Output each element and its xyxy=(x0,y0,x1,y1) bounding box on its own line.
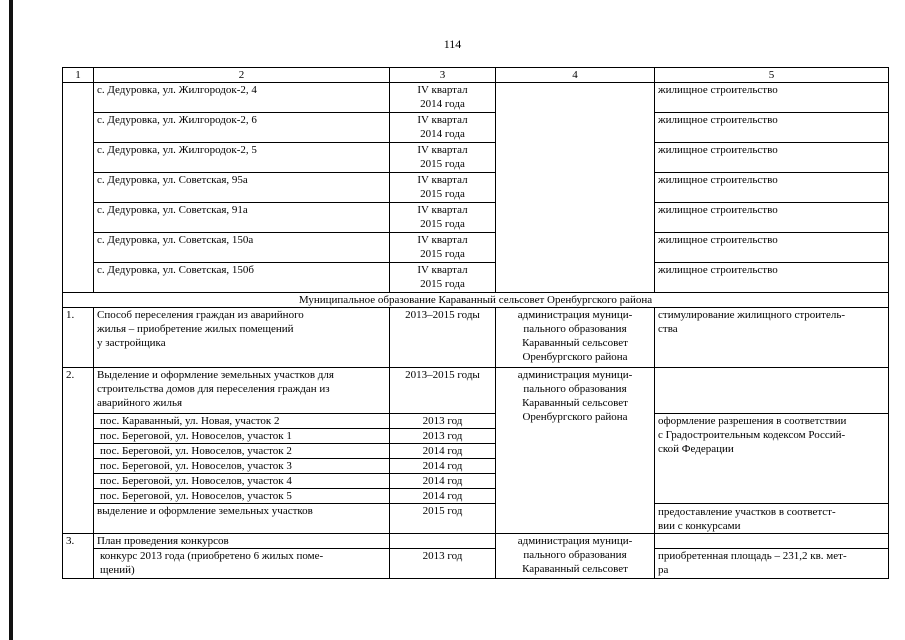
year-cell: 2014 год xyxy=(390,489,496,504)
cell-line: оформление разрешения в соответствии xyxy=(658,415,847,427)
period-cell: 2013–2015 годы xyxy=(390,308,496,368)
table-row xyxy=(63,504,889,534)
address-cell: с. Дедуровка, ул. Советская, 150б xyxy=(94,263,390,293)
result-cell xyxy=(655,549,889,579)
table-body xyxy=(63,68,889,579)
plot-cell: пос. Береговой, ул. Новоселов, участок 3 xyxy=(94,459,390,474)
plot-cell: пос. Береговой, ул. Новоселов, участок 2 xyxy=(94,444,390,459)
table-row xyxy=(63,203,889,233)
cell-line: 2015 года xyxy=(420,188,465,200)
plot-cell: пос. Береговой, ул. Новоселов, участок 1 xyxy=(94,429,390,444)
cell-line: 2014 года xyxy=(420,128,465,140)
activity-cell: жилищное строительство xyxy=(655,233,889,263)
period-cell xyxy=(390,263,496,293)
cell-line: предоставление участков в соответст- xyxy=(658,506,836,518)
table-row xyxy=(63,113,889,143)
year-cell: 2014 год xyxy=(390,459,496,474)
cell-line: IV квартал xyxy=(417,174,468,186)
cell-line: конкурс 2013 года (приобретено 6 жилых поме- xyxy=(100,550,324,562)
cell-line: Способ переселения граждан из аварийного xyxy=(97,309,304,321)
result-cell xyxy=(655,504,889,534)
item-number: 2. xyxy=(63,368,94,534)
activity-cell: жилищное строительство xyxy=(655,113,889,143)
program-table xyxy=(62,67,889,579)
item-name: План проведения конкурсов xyxy=(94,534,390,549)
cell-line: ской Федерации xyxy=(658,443,734,455)
cell-line: 2015 года xyxy=(420,218,465,230)
cell-line: Караванный сельсовет xyxy=(522,563,628,575)
cell-line: Караванный сельсовет xyxy=(522,397,628,409)
responsible-cell xyxy=(496,368,655,534)
responsible-cell xyxy=(496,534,655,579)
table-row xyxy=(63,534,889,549)
cell-line: пального образования xyxy=(523,549,627,561)
table-row xyxy=(63,368,889,414)
cell-line: IV квартал xyxy=(417,234,468,246)
year-cell: 2013 год xyxy=(390,429,496,444)
table-row xyxy=(63,233,889,263)
page-number: 114 xyxy=(443,37,462,51)
table-row xyxy=(63,173,889,203)
section-title: Муниципальное образование Караванный сельсовет Оренбургского района xyxy=(63,293,889,308)
cell-line: с Градостроительным кодексом Россий- xyxy=(658,429,846,441)
cell-line: стимулирование жилищного строитель- xyxy=(658,309,846,321)
section-title-row xyxy=(63,293,889,308)
column-number-header: 4 xyxy=(496,68,655,83)
year-cell: 2014 год xyxy=(390,444,496,459)
column-number-header: 3 xyxy=(390,68,496,83)
period-cell: 2013–2015 годы xyxy=(390,368,496,414)
item-name xyxy=(94,308,390,368)
plot-cell: пос. Береговой, ул. Новоселов, участок 4 xyxy=(94,474,390,489)
cell-line: IV квартал xyxy=(417,144,468,156)
activity-cell: жилищное строительство xyxy=(655,173,889,203)
address-cell: с. Дедуровка, ул. Советская, 91а xyxy=(94,203,390,233)
year-cell: 2013 год xyxy=(390,414,496,429)
cell-line: ра xyxy=(658,564,669,576)
cell-line: Выделение и оформление земельных участков для xyxy=(97,369,334,381)
activity-cell: жилищное строительство xyxy=(655,263,889,293)
activity-cell: жилищное строительство xyxy=(655,83,889,113)
address-cell: с. Дедуровка, ул. Жилгородок-2, 4 xyxy=(94,83,390,113)
header-row xyxy=(63,68,889,83)
cell-line: IV квартал xyxy=(417,204,468,216)
address-cell: с. Дедуровка, ул. Жилгородок-2, 6 xyxy=(94,113,390,143)
activity-cell: жилищное строительство xyxy=(655,203,889,233)
cell-line: приобретенная площадь – 231,2 кв. мет- xyxy=(658,550,847,562)
plot-cell: пос. Караванный, ул. Новая, участок 2 xyxy=(94,414,390,429)
cell-line: пального образования xyxy=(523,323,627,335)
address-cell: с. Дедуровка, ул. Советская, 95а xyxy=(94,173,390,203)
cell-line: жилья – приобретение жилых помещений xyxy=(97,323,294,335)
item-number: 1. xyxy=(63,308,94,368)
result-cell xyxy=(655,414,889,504)
table-row xyxy=(63,414,889,429)
cell-line: аварийного жилья xyxy=(97,397,183,409)
cell-line: ства xyxy=(658,323,678,335)
address-cell: с. Дедуровка, ул. Жилгородок-2, 5 xyxy=(94,143,390,173)
year-cell: 2013 год xyxy=(390,549,496,579)
cell-line: 2014 года xyxy=(420,98,465,110)
cell-line: IV квартал xyxy=(417,84,468,96)
empty-cell xyxy=(63,83,94,293)
period-cell xyxy=(390,83,496,113)
cell-line: IV квартал xyxy=(417,114,468,126)
period-cell-empty xyxy=(390,534,496,549)
cell-line: щений) xyxy=(100,564,135,576)
cell-line: Оренбургского района xyxy=(522,411,628,423)
cell-line: администрация муници- xyxy=(517,369,633,381)
contest-cell xyxy=(94,549,390,579)
cell-line: вии с конкурсами xyxy=(658,520,741,532)
period-cell xyxy=(390,113,496,143)
cell-line: строительства домов для переселения граждан из xyxy=(97,383,330,395)
column-number-header: 5 xyxy=(655,68,889,83)
activity-cell: жилищное строительство xyxy=(655,143,889,173)
address-cell: с. Дедуровка, ул. Советская, 150а xyxy=(94,233,390,263)
cell-line: у застройщика xyxy=(97,337,166,349)
cell-line: Оренбургского района xyxy=(522,351,628,363)
period-cell xyxy=(390,143,496,173)
period-cell xyxy=(390,233,496,263)
item-name xyxy=(94,368,390,414)
cell-line: 2015 года xyxy=(420,278,465,290)
cell-line: 2015 года xyxy=(420,248,465,260)
table-row xyxy=(63,308,889,368)
result-cell-empty xyxy=(655,368,889,414)
year-cell: 2015 год xyxy=(390,504,496,534)
period-cell xyxy=(390,173,496,203)
cell-line: 2015 года xyxy=(420,158,465,170)
table-row xyxy=(63,263,889,293)
responsible-cell xyxy=(496,308,655,368)
page-binding-line xyxy=(9,0,13,640)
cell-line: Караванный сельсовет xyxy=(522,337,628,349)
result-cell-empty xyxy=(655,534,889,549)
table-row xyxy=(63,143,889,173)
cell-line: администрация муници- xyxy=(517,309,633,321)
empty-cell xyxy=(496,83,655,293)
plot-cell: пос. Береговой, ул. Новоселов, участок 5 xyxy=(94,489,390,504)
item-number: 3. xyxy=(63,534,94,579)
result-cell xyxy=(655,308,889,368)
column-number-header: 1 xyxy=(63,68,94,83)
cell-line: администрация муници- xyxy=(517,535,633,547)
cell-line: IV квартал xyxy=(417,264,468,276)
period-cell xyxy=(390,203,496,233)
table-row xyxy=(63,83,889,113)
cell-line: пального образования xyxy=(523,383,627,395)
table-row xyxy=(63,549,889,579)
column-number-header: 2 xyxy=(94,68,390,83)
year-cell: 2014 год xyxy=(390,474,496,489)
plot-cell: выделение и оформление земельных участков xyxy=(94,504,390,534)
